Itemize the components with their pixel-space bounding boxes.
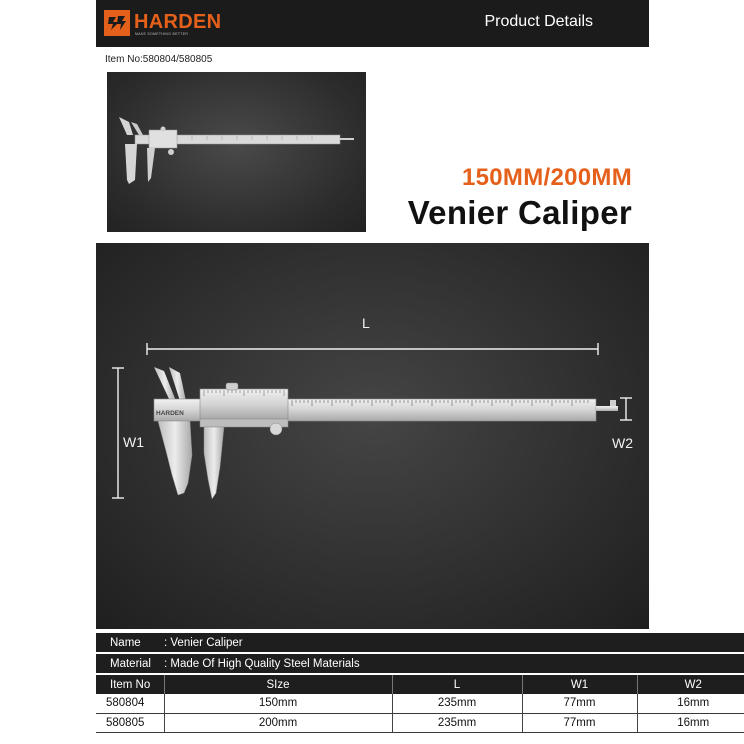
name-row bbox=[96, 633, 744, 652]
caliper-engraving: HARDEN bbox=[156, 410, 184, 417]
spec-table bbox=[96, 633, 744, 733]
harden-logo-icon bbox=[104, 10, 130, 36]
table-cell: 16mm bbox=[637, 694, 744, 713]
column-header: L bbox=[392, 675, 522, 694]
table-cell: 200mm bbox=[164, 713, 392, 732]
table-cell: 150mm bbox=[164, 694, 392, 713]
w2-label: W2 bbox=[612, 435, 633, 451]
w2-dimension-line bbox=[620, 398, 632, 420]
table-cell: 16mm bbox=[637, 713, 744, 732]
column-header: SIze bbox=[164, 675, 392, 694]
table-cell: 580805 bbox=[96, 713, 164, 732]
item-number: Item No:580804/580805 bbox=[105, 54, 213, 65]
w1-dimension-line bbox=[112, 368, 124, 498]
table-cell: 77mm bbox=[522, 694, 637, 713]
table-row bbox=[96, 694, 744, 713]
table-cell: 580804 bbox=[96, 694, 164, 713]
harden-logo[interactable] bbox=[104, 10, 254, 38]
table-header-row bbox=[96, 675, 744, 694]
material-label: Material bbox=[96, 654, 164, 673]
product-photo bbox=[96, 243, 649, 629]
caliper-dimension-image bbox=[96, 243, 649, 629]
product-name-title: Venier Caliper bbox=[407, 194, 632, 231]
length-label: L bbox=[362, 315, 370, 331]
column-header: W1 bbox=[522, 675, 637, 694]
page-title: Product Details bbox=[484, 13, 593, 30]
name-label: Name bbox=[96, 633, 164, 652]
material-row bbox=[96, 654, 744, 673]
product-thumbnail bbox=[107, 72, 366, 232]
table-cell: 235mm bbox=[392, 713, 522, 732]
thumbnail-caliper-image bbox=[107, 72, 366, 232]
material-value: : Made Of High Quality Steel Materials bbox=[164, 654, 744, 673]
column-header: W2 bbox=[637, 675, 744, 694]
name-value: : Venier Caliper bbox=[164, 633, 744, 652]
brand-tagline: MAKE SOMETHING BETTER bbox=[135, 32, 189, 36]
length-dimension-line bbox=[147, 343, 598, 355]
table-cell: 235mm bbox=[392, 694, 522, 713]
column-header: Item No bbox=[96, 675, 164, 694]
table-cell: 77mm bbox=[522, 713, 637, 732]
brand-name: HARDEN bbox=[134, 11, 222, 33]
table-row bbox=[96, 713, 744, 732]
w1-label: W1 bbox=[123, 434, 144, 450]
size-title: 150MM/200MM bbox=[461, 164, 632, 191]
header-bar bbox=[96, 0, 649, 47]
